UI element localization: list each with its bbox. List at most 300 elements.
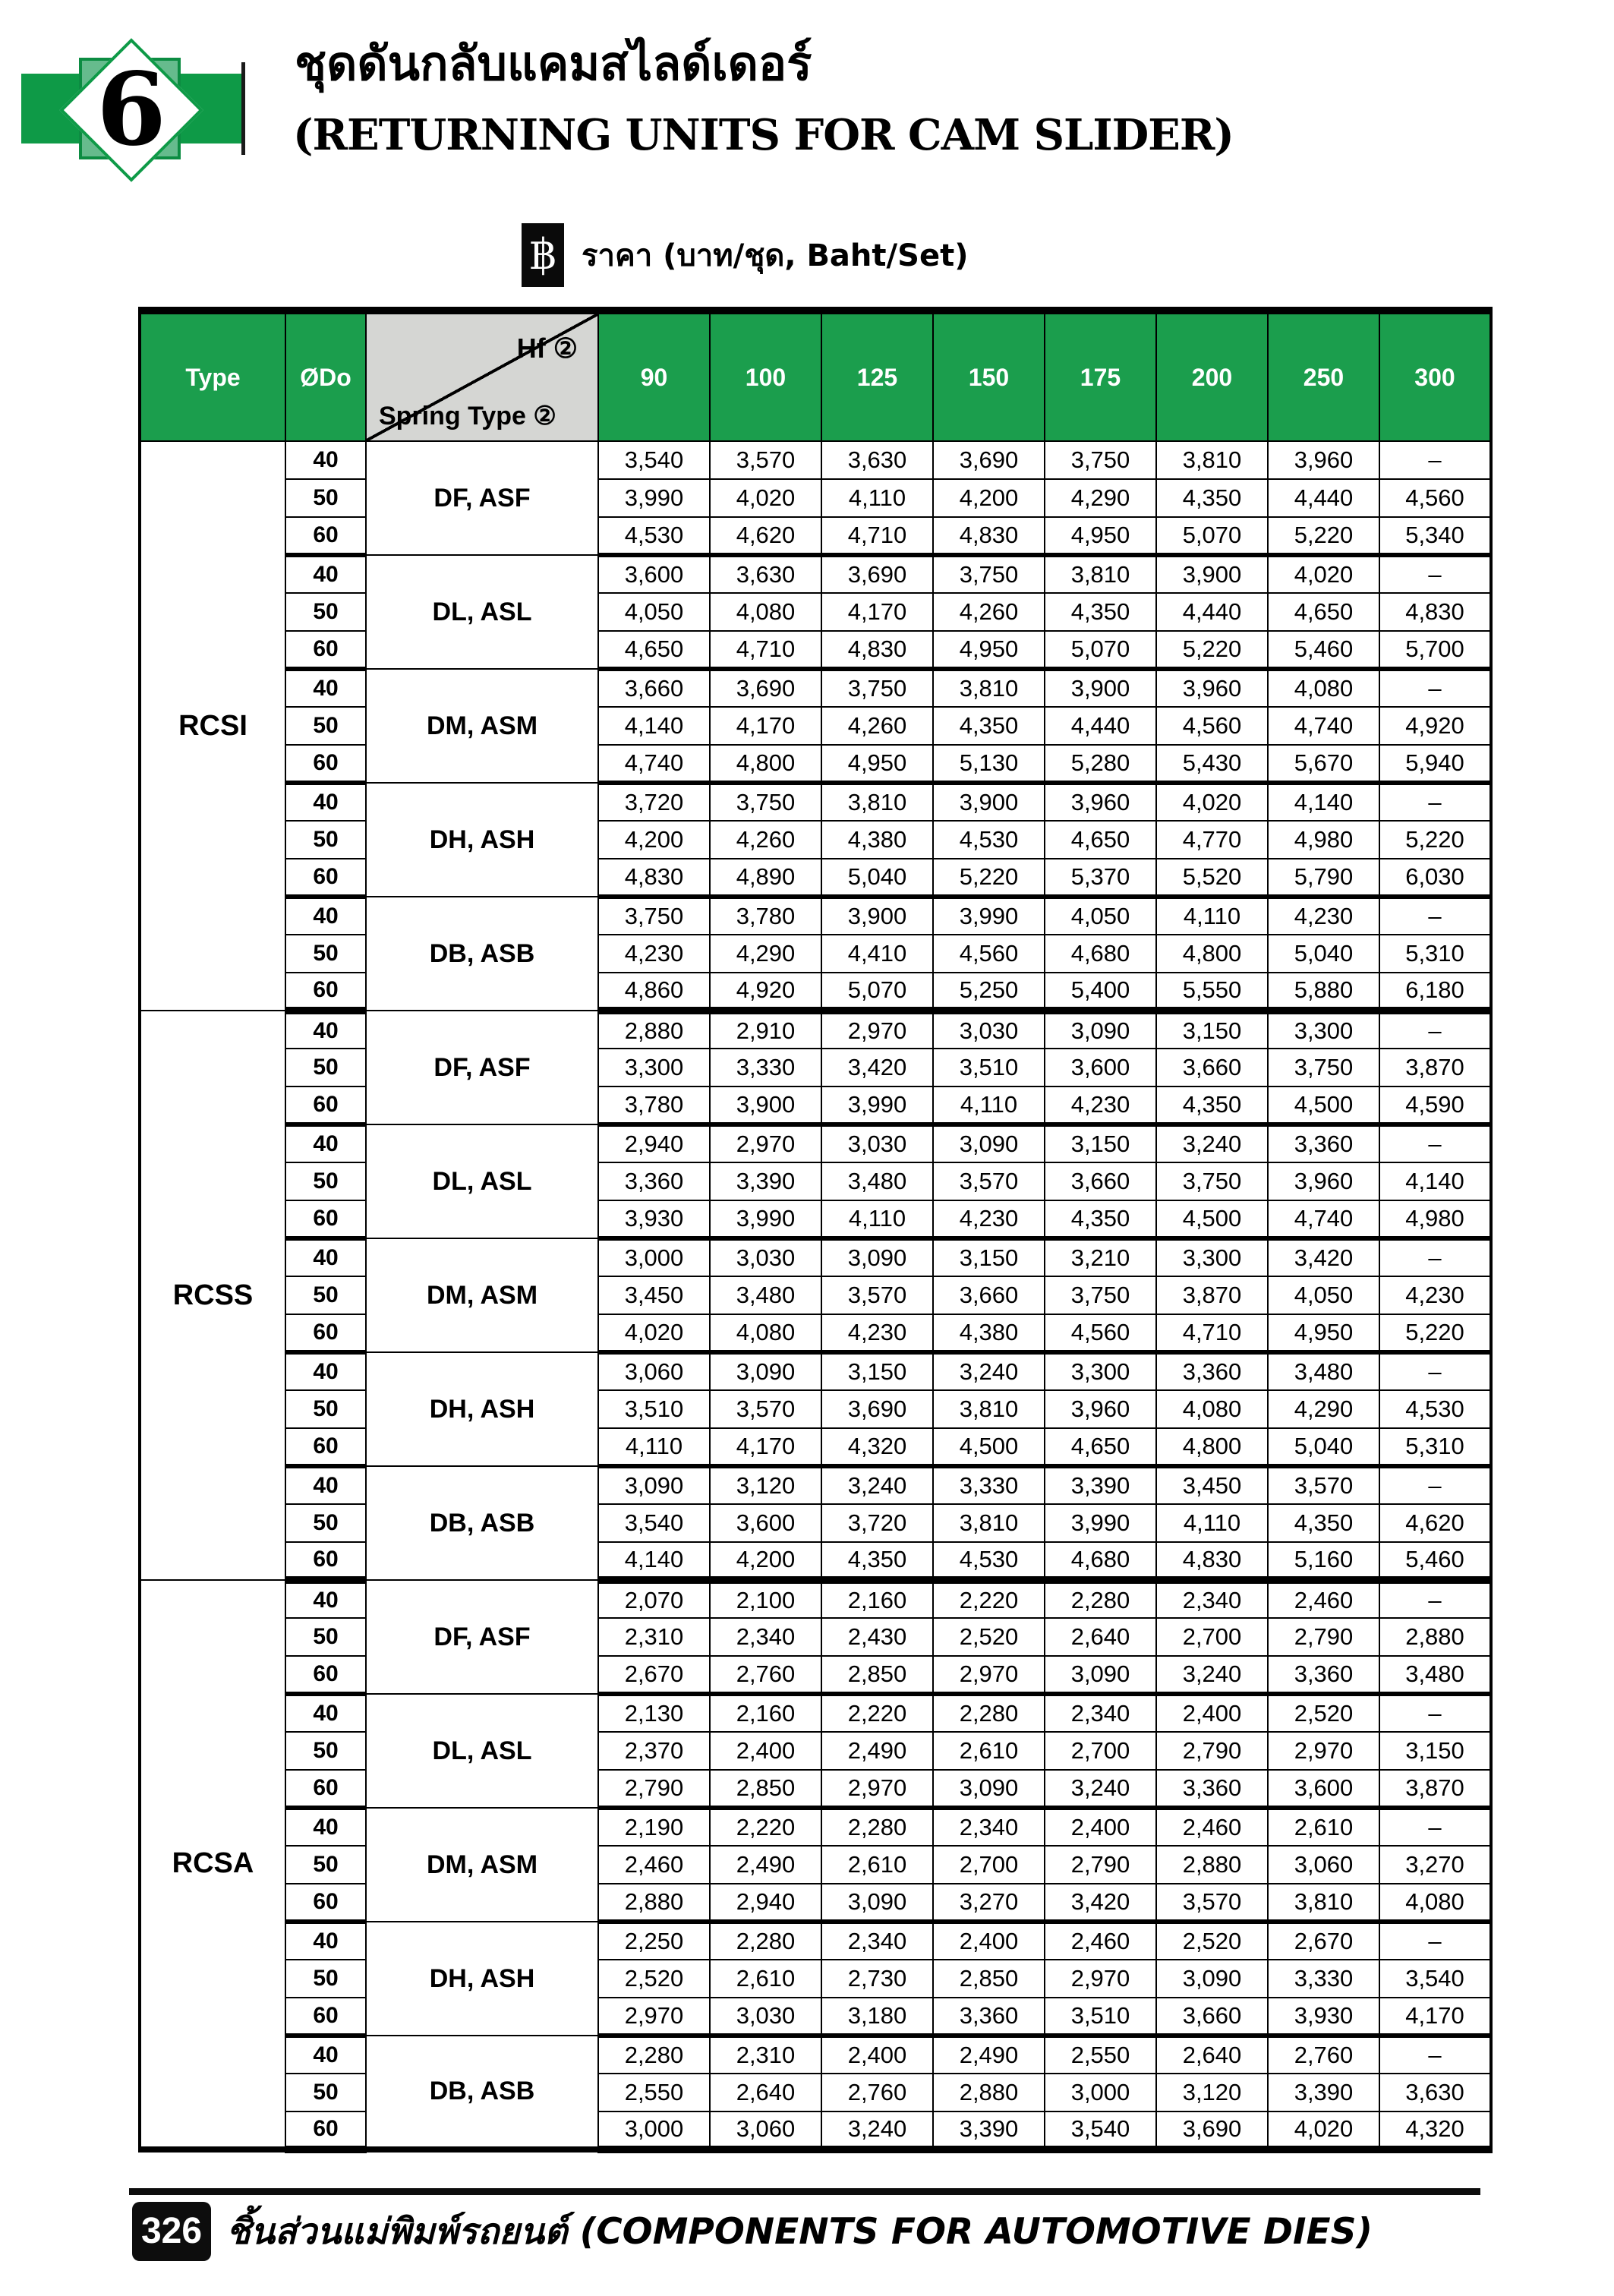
price-cell: 3,900: [933, 783, 1045, 821]
price-cell: 2,100: [710, 1580, 821, 1618]
price-cell: 2,970: [1268, 1732, 1379, 1770]
price-cell: 5,070: [1156, 517, 1268, 555]
price-cell: –: [1379, 1238, 1491, 1276]
price-cell: 4,560: [1156, 707, 1268, 745]
price-cell: –: [1379, 1580, 1491, 1618]
price-cell: –: [1379, 897, 1491, 935]
price-cell: 4,650: [1045, 821, 1156, 859]
price-cell: 4,710: [821, 517, 933, 555]
price-cell: 2,760: [821, 2074, 933, 2112]
price-cell: 4,320: [821, 1428, 933, 1466]
price-cell: 3,810: [933, 1504, 1045, 1542]
odo-cell: 40: [285, 555, 366, 593]
table-row: [140, 1808, 1491, 1846]
price-cell: 3,060: [710, 2112, 821, 2149]
price-cell: 2,460: [598, 1846, 710, 1884]
table-row: [140, 555, 1491, 593]
table-row: [140, 1656, 1491, 1694]
price-cell: 3,570: [821, 1276, 933, 1314]
price-cell: 2,460: [1268, 1580, 1379, 1618]
section-number: 6: [96, 51, 166, 169]
price-cell: 4,170: [1379, 1998, 1491, 2036]
price-cell: 2,160: [710, 1694, 821, 1732]
price-cell: 3,900: [1156, 555, 1268, 593]
price-cell: 4,170: [821, 593, 933, 631]
price-cell: 3,090: [598, 1466, 710, 1504]
table-row: [140, 669, 1491, 707]
spring-type-cell: DM, ASM: [366, 669, 598, 783]
table-row: [140, 479, 1491, 517]
price-cell: 3,540: [598, 1504, 710, 1542]
corner-hf-label: Hf ②: [516, 333, 578, 364]
spring-type-cell: DB, ASB: [366, 2036, 598, 2149]
price-cell: 3,630: [710, 555, 821, 593]
price-cell: –: [1379, 1922, 1491, 1960]
price-cell: 3,030: [821, 1124, 933, 1162]
price-cell: –: [1379, 2036, 1491, 2074]
price-cell: 3,900: [1045, 669, 1156, 707]
price-cell: 3,390: [933, 2112, 1045, 2149]
price-cell: 2,700: [1156, 1618, 1268, 1656]
price-cell: 2,880: [933, 2074, 1045, 2112]
price-cell: 3,750: [710, 783, 821, 821]
odo-cell: 50: [285, 821, 366, 859]
table-row: [140, 1542, 1491, 1580]
price-cell: 4,200: [933, 479, 1045, 517]
page-title-thai: ชุดดันกลับแคมสไลด์เดอร์: [295, 36, 812, 91]
price-cell: 4,830: [1379, 593, 1491, 631]
table-row: [140, 441, 1491, 479]
odo-cell: 40: [285, 783, 366, 821]
table-row: [140, 593, 1491, 631]
price-cell: 3,150: [1156, 1011, 1268, 1049]
price-cell: 4,890: [710, 859, 821, 897]
price-cell: 3,810: [1268, 1884, 1379, 1922]
price-cell: 3,780: [710, 897, 821, 935]
price-cell: 2,610: [933, 1732, 1045, 1770]
table-row: [140, 2074, 1491, 2112]
price-cell: 3,750: [1268, 1049, 1379, 1086]
price-cell: –: [1379, 555, 1491, 593]
price-cell: –: [1379, 1466, 1491, 1504]
price-cell: 4,230: [1268, 897, 1379, 935]
table-row: [140, 1922, 1491, 1960]
odo-cell: 40: [285, 1922, 366, 1960]
price-cell: 3,750: [1045, 441, 1156, 479]
price-cell: 4,110: [821, 1200, 933, 1238]
spring-type-cell: DH, ASH: [366, 1922, 598, 2036]
price-cell: 3,360: [1268, 1124, 1379, 1162]
price-cell: 4,530: [598, 517, 710, 555]
table-row: [140, 1238, 1491, 1276]
price-cell: 4,110: [1156, 897, 1268, 935]
price-cell: 3,510: [1045, 1998, 1156, 2036]
table-row: [140, 935, 1491, 973]
price-cell: 3,090: [933, 1124, 1045, 1162]
price-cell: 2,700: [1045, 1732, 1156, 1770]
price-cell: 5,220: [1156, 631, 1268, 669]
price-cell: 4,440: [1156, 593, 1268, 631]
price-cell: 3,750: [1045, 1276, 1156, 1314]
price-cell: 2,220: [933, 1580, 1045, 1618]
price-cell: 2,340: [710, 1618, 821, 1656]
price-cell: 4,560: [933, 935, 1045, 973]
price-table: [138, 307, 1493, 2153]
price-cell: 3,300: [1045, 1352, 1156, 1390]
price-cell: 4,020: [598, 1314, 710, 1352]
odo-cell: 40: [285, 1011, 366, 1049]
spring-type-cell: DF, ASF: [366, 1580, 598, 1694]
price-cell: 4,800: [710, 745, 821, 783]
price-cell: 2,400: [933, 1922, 1045, 1960]
price-cell: 2,280: [710, 1922, 821, 1960]
price-cell: 2,940: [710, 1884, 821, 1922]
price-cell: 4,830: [933, 517, 1045, 555]
price-cell: 4,980: [1268, 821, 1379, 859]
price-cell: 3,690: [933, 441, 1045, 479]
odo-cell: 50: [285, 1846, 366, 1884]
odo-cell: 60: [285, 517, 366, 555]
price-cell: 3,360: [1268, 1656, 1379, 1694]
price-cell: 4,350: [933, 707, 1045, 745]
price-cell: 3,810: [1045, 555, 1156, 593]
table-row: [140, 2112, 1491, 2149]
price-cell: 4,050: [1045, 897, 1156, 935]
price-cell: 3,150: [1379, 1732, 1491, 1770]
price-cell: 2,490: [821, 1732, 933, 1770]
price-cell: 2,550: [598, 2074, 710, 2112]
price-cell: 2,970: [598, 1998, 710, 2036]
price-cell: 2,340: [1156, 1580, 1268, 1618]
price-cell: 4,500: [933, 1428, 1045, 1466]
price-cell: 3,810: [821, 783, 933, 821]
price-cell: 3,690: [710, 669, 821, 707]
price-cell: 2,670: [1268, 1922, 1379, 1960]
price-cell: 3,090: [1045, 1011, 1156, 1049]
price-cell: 4,620: [1379, 1504, 1491, 1542]
odo-cell: 60: [285, 2112, 366, 2149]
price-cell: 3,990: [933, 897, 1045, 935]
price-cell: 3,600: [1045, 1049, 1156, 1086]
price-cell: 3,090: [1156, 1960, 1268, 1998]
price-cell: 4,230: [1045, 1086, 1156, 1124]
table-row: [140, 1580, 1491, 1618]
table-row: [140, 859, 1491, 897]
col-header-hf-300: 300: [1379, 311, 1491, 441]
price-cell: –: [1379, 1352, 1491, 1390]
price-cell: 4,350: [1156, 479, 1268, 517]
price-cell: 6,030: [1379, 859, 1491, 897]
price-cell: 4,230: [933, 1200, 1045, 1238]
price-cell: 2,310: [598, 1618, 710, 1656]
price-cell: 4,710: [1156, 1314, 1268, 1352]
table-row: [140, 1049, 1491, 1086]
table-row: [140, 745, 1491, 783]
price-cell: 3,240: [1156, 1124, 1268, 1162]
price-cell: 4,110: [933, 1086, 1045, 1124]
price-cell: –: [1379, 669, 1491, 707]
price-cell: 4,770: [1156, 821, 1268, 859]
odo-cell: 60: [285, 1314, 366, 1352]
price-cell: 3,570: [1268, 1466, 1379, 1504]
price-cell: 3,390: [1045, 1466, 1156, 1504]
price-cell: 4,290: [710, 935, 821, 973]
price-cell: 3,240: [933, 1352, 1045, 1390]
price-cell: 3,360: [1156, 1352, 1268, 1390]
price-cell: 3,510: [598, 1390, 710, 1428]
odo-cell: 40: [285, 1808, 366, 1846]
price-cell: 2,400: [1045, 1808, 1156, 1846]
price-cell: 3,150: [933, 1238, 1045, 1276]
price-cell: 4,560: [1045, 1314, 1156, 1352]
price-cell: 4,380: [933, 1314, 1045, 1352]
price-cell: 2,160: [821, 1580, 933, 1618]
price-cell: 2,970: [710, 1124, 821, 1162]
price-cell: 4,260: [933, 593, 1045, 631]
corner-cell: [366, 311, 598, 441]
price-cell: 3,600: [598, 555, 710, 593]
price-cell: 2,490: [710, 1846, 821, 1884]
price-cell: 2,850: [933, 1960, 1045, 1998]
price-cell: 5,520: [1156, 859, 1268, 897]
col-header-hf-100: 100: [710, 311, 821, 441]
price-cell: 2,790: [1156, 1732, 1268, 1770]
table-row: [140, 1200, 1491, 1238]
price-cell: 5,550: [1156, 973, 1268, 1011]
odo-cell: 40: [285, 1580, 366, 1618]
price-cell: 2,610: [710, 1960, 821, 1998]
price-cell: 2,760: [710, 1656, 821, 1694]
price-cell: 3,900: [710, 1086, 821, 1124]
table-row: [140, 2036, 1491, 2074]
price-cell: 4,110: [821, 479, 933, 517]
price-cell: 2,610: [1268, 1808, 1379, 1846]
odo-cell: 60: [285, 1656, 366, 1694]
spring-type-cell: DH, ASH: [366, 1352, 598, 1466]
price-cell: 2,880: [598, 1011, 710, 1049]
price-cell: 3,660: [1045, 1162, 1156, 1200]
table-row: [140, 631, 1491, 669]
page-number-badge: 326: [132, 2202, 211, 2261]
spring-type-cell: DM, ASM: [366, 1808, 598, 1922]
price-cell: 3,900: [821, 897, 933, 935]
price-cell: 4,950: [1045, 517, 1156, 555]
odo-cell: 40: [285, 669, 366, 707]
price-cell: 4,350: [1268, 1504, 1379, 1542]
price-cell: 3,690: [821, 555, 933, 593]
price-cell: 2,220: [821, 1694, 933, 1732]
odo-cell: 50: [285, 1732, 366, 1770]
price-cell: 2,790: [598, 1770, 710, 1808]
table-row: [140, 821, 1491, 859]
price-cell: 3,420: [821, 1049, 933, 1086]
price-cell: 3,600: [1268, 1770, 1379, 1808]
price-cell: 3,480: [821, 1162, 933, 1200]
price-cell: 4,050: [1268, 1276, 1379, 1314]
price-cell: 2,970: [821, 1011, 933, 1049]
price-cell: 2,520: [1156, 1922, 1268, 1960]
price-cell: 3,960: [1045, 783, 1156, 821]
spring-type-cell: DL, ASL: [366, 555, 598, 669]
price-cell: 5,040: [1268, 1428, 1379, 1466]
price-cell: 2,340: [933, 1808, 1045, 1846]
price-cell: 4,650: [1268, 593, 1379, 631]
price-cell: 4,140: [598, 707, 710, 745]
price-cell: 2,430: [821, 1618, 933, 1656]
price-cell: 4,230: [821, 1314, 933, 1352]
price-cell: 2,490: [933, 2036, 1045, 2074]
price-cell: 2,640: [710, 2074, 821, 2112]
price-cell: 2,460: [1045, 1922, 1156, 1960]
odo-cell: 50: [285, 479, 366, 517]
price-cell: 4,980: [1379, 1200, 1491, 1238]
price-cell: –: [1379, 1124, 1491, 1162]
price-cell: 2,520: [933, 1618, 1045, 1656]
price-cell: 5,250: [933, 973, 1045, 1011]
price-cell: 4,830: [1156, 1542, 1268, 1580]
price-cell: 3,240: [1045, 1770, 1156, 1808]
price-cell: 3,480: [1379, 1656, 1491, 1694]
col-header-hf-200: 200: [1156, 311, 1268, 441]
price-cell: 5,940: [1379, 745, 1491, 783]
odo-cell: 50: [285, 1049, 366, 1086]
price-cell: 3,450: [598, 1276, 710, 1314]
price-cell: 3,570: [1156, 1884, 1268, 1922]
spring-type-cell: DB, ASB: [366, 897, 598, 1011]
price-cell: 2,640: [1045, 1618, 1156, 1656]
price-cell: 3,600: [710, 1504, 821, 1542]
price-cell: 5,460: [1268, 631, 1379, 669]
price-cell: 3,150: [1045, 1124, 1156, 1162]
price-cell: 3,930: [598, 1200, 710, 1238]
price-cell: 3,570: [933, 1162, 1045, 1200]
price-cell: 3,990: [598, 479, 710, 517]
odo-cell: 50: [285, 1162, 366, 1200]
footer-text: ชิ้นส่วนแม่พิมพ์รถยนต์ (COMPONENTS FOR AUTOMOTIVE DIES): [226, 2211, 1373, 2253]
odo-cell: 40: [285, 1238, 366, 1276]
odo-cell: 40: [285, 897, 366, 935]
price-cell: 4,080: [1268, 669, 1379, 707]
table-row: [140, 1086, 1491, 1124]
price-cell: 2,220: [710, 1808, 821, 1846]
page-title-english: (RETURNING UNITS FOR CAM SLIDER): [293, 110, 1234, 160]
price-cell: 2,070: [598, 1580, 710, 1618]
price-cell: 4,080: [1379, 1884, 1491, 1922]
price-cell: 3,000: [598, 2112, 710, 2149]
price-cell: 3,360: [598, 1162, 710, 1200]
price-cell: 4,230: [1379, 1276, 1491, 1314]
price-cell: 5,070: [821, 973, 933, 1011]
price-cell: 3,510: [933, 1049, 1045, 1086]
price-cell: 4,230: [598, 935, 710, 973]
price-cell: 4,440: [1045, 707, 1156, 745]
price-cell: 2,280: [598, 2036, 710, 2074]
price-cell: 3,150: [821, 1352, 933, 1390]
price-cell: 3,690: [821, 1390, 933, 1428]
price-cell: 5,220: [1268, 517, 1379, 555]
price-cell: 3,270: [933, 1884, 1045, 1922]
price-cell: 3,000: [1045, 2074, 1156, 2112]
price-cell: 3,450: [1156, 1466, 1268, 1504]
price-cell: 4,530: [933, 821, 1045, 859]
price-cell: 3,300: [1156, 1238, 1268, 1276]
price-cell: 3,000: [598, 1238, 710, 1276]
price-cell: 3,120: [710, 1466, 821, 1504]
price-cell: 3,870: [1379, 1770, 1491, 1808]
price-cell: 5,130: [933, 745, 1045, 783]
price-cell: 3,660: [933, 1276, 1045, 1314]
price-cell: 2,670: [598, 1656, 710, 1694]
odo-cell: 50: [285, 1618, 366, 1656]
table-row: [140, 1732, 1491, 1770]
price-cell: 5,160: [1268, 1542, 1379, 1580]
price-cell: 3,960: [1268, 441, 1379, 479]
price-cell: 3,810: [933, 1390, 1045, 1428]
price-cell: –: [1379, 783, 1491, 821]
price-cell: 2,400: [821, 2036, 933, 2074]
price-cell: 2,880: [1156, 1846, 1268, 1884]
price-cell: 4,110: [1156, 1504, 1268, 1542]
price-cell: 5,280: [1045, 745, 1156, 783]
section-logo-divider: [241, 62, 245, 155]
price-cell: 2,550: [1045, 2036, 1156, 2074]
price-cell: 4,800: [1156, 1428, 1268, 1466]
price-cell: 4,140: [598, 1542, 710, 1580]
price-cell: 5,220: [1379, 1314, 1491, 1352]
price-cell: 4,740: [1268, 707, 1379, 745]
price-cell: 3,090: [710, 1352, 821, 1390]
price-cell: 2,130: [598, 1694, 710, 1732]
col-header-hf-250: 250: [1268, 311, 1379, 441]
type-cell: RCSI: [140, 441, 285, 1011]
price-cell: 4,830: [598, 859, 710, 897]
odo-cell: 60: [285, 859, 366, 897]
odo-cell: 50: [285, 2074, 366, 2112]
table-row: [140, 1960, 1491, 1998]
price-cell: 2,340: [1045, 1694, 1156, 1732]
price-cell: 2,970: [821, 1770, 933, 1808]
col-header-odo: ØDo: [285, 311, 366, 441]
price-cell: 6,180: [1379, 973, 1491, 1011]
odo-cell: 60: [285, 973, 366, 1011]
price-cell: 5,040: [821, 859, 933, 897]
price-cell: 4,530: [933, 1542, 1045, 1580]
table-row: [140, 1884, 1491, 1922]
price-unit-label: ราคา (บาท/ชุด, Baht/Set): [582, 238, 969, 273]
price-cell: 3,810: [1156, 441, 1268, 479]
table-row: [140, 973, 1491, 1011]
price-cell: 2,310: [710, 2036, 821, 2074]
price-cell: 3,960: [1045, 1390, 1156, 1428]
price-cell: 3,030: [710, 1998, 821, 2036]
price-table-body: [140, 441, 1491, 2149]
price-cell: 5,370: [1045, 859, 1156, 897]
price-cell: 3,660: [1156, 1998, 1268, 2036]
price-cell: 3,540: [1045, 2112, 1156, 2149]
table-row: [140, 1846, 1491, 1884]
price-cell: 4,350: [1045, 593, 1156, 631]
price-cell: 2,280: [821, 1808, 933, 1846]
col-header-hf-125: 125: [821, 311, 933, 441]
price-cell: 3,990: [821, 1086, 933, 1124]
table-row: [140, 783, 1491, 821]
price-cell: 2,370: [598, 1732, 710, 1770]
price-cell: 3,960: [1268, 1162, 1379, 1200]
price-cell: 3,090: [1045, 1656, 1156, 1694]
price-cell: 3,690: [1156, 2112, 1268, 2149]
table-row: [140, 1124, 1491, 1162]
price-cell: 4,650: [598, 631, 710, 669]
